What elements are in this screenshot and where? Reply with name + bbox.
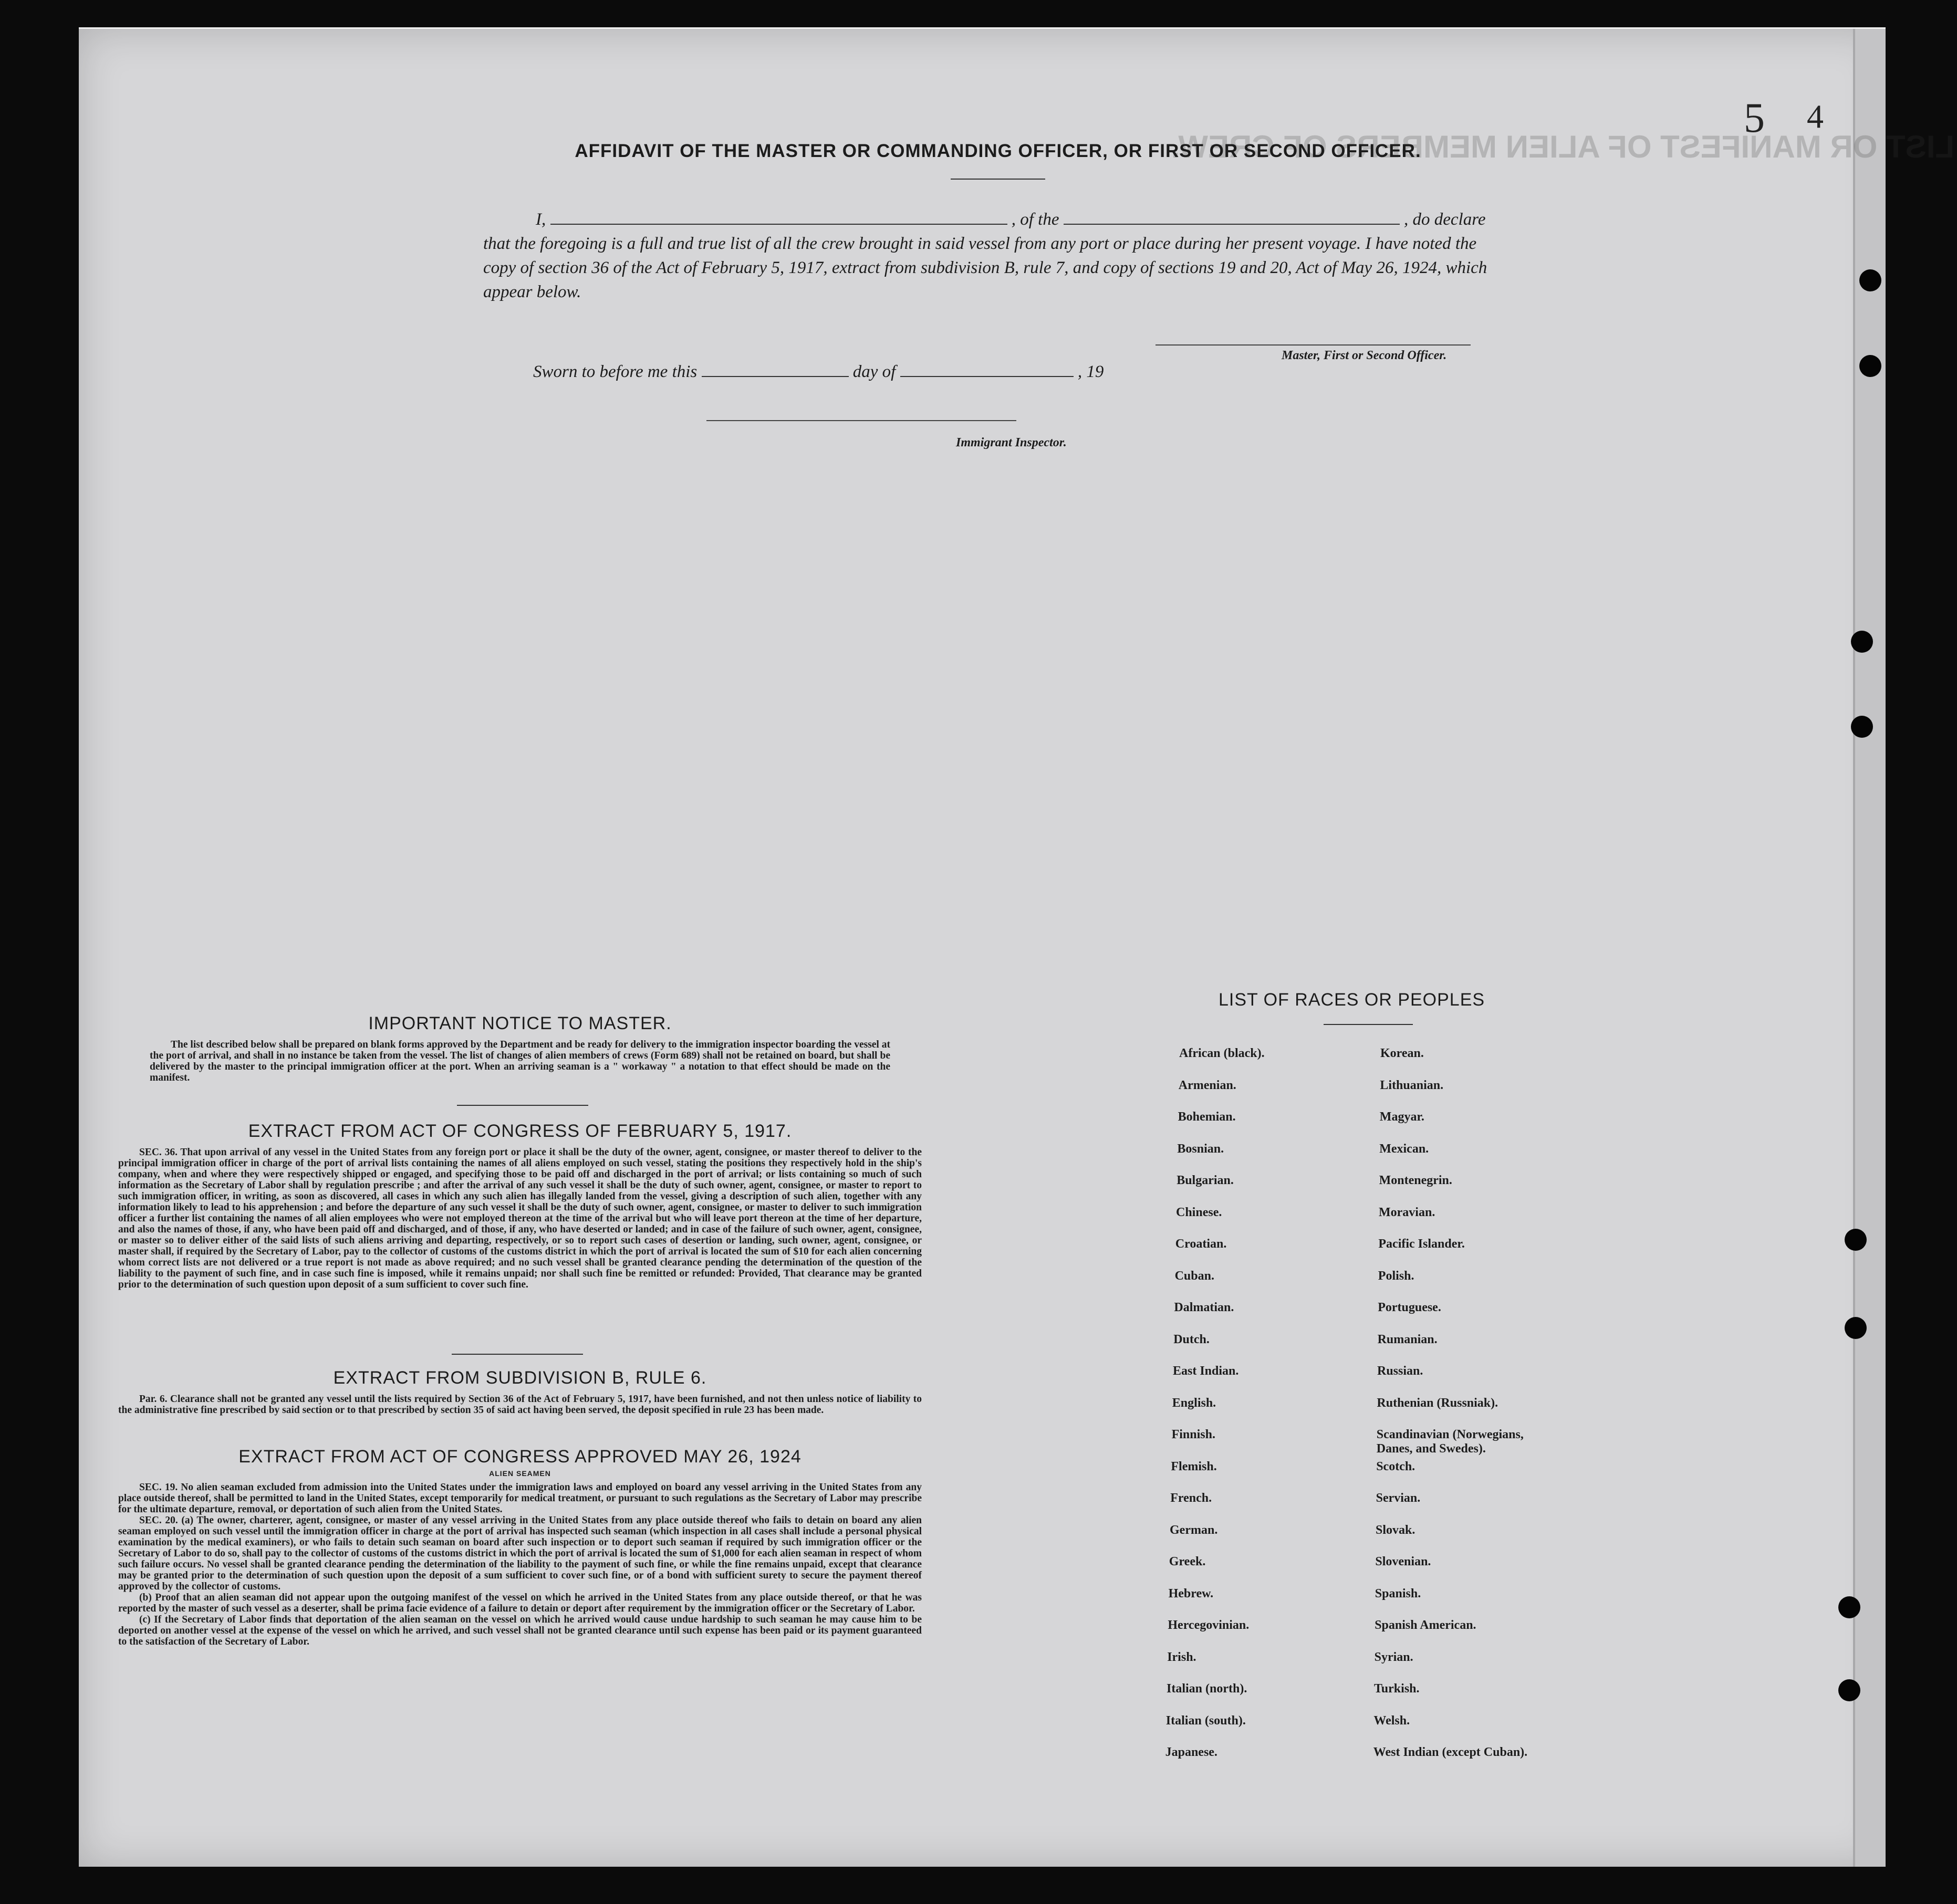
affidavit-title: AFFIDAVIT OF THE MASTER OR COMMANDING OFFICER, OR FIRST OR SECOND OFFICER.	[575, 141, 1421, 161]
sworn-month-field[interactable]	[900, 361, 1074, 377]
extract-1924-section	[118, 1447, 922, 1647]
extract-1917-title: EXTRACT FROM ACT OF CONGRESS OF FEBRUARY 5, 1917.	[248, 1121, 792, 1141]
extract-rule6-section	[118, 1368, 922, 1416]
affidavit-text: that the foregoing is a full and true list of all the crew brought in said vessel from any port or place during her present voyage. I have noted the copy of section 36 of the Act of February 5, 1917, extract from subdivision B, rule 7, and copy of sections 19 and 20, Act of May 26, 1924, which appear below.	[483, 234, 1487, 301]
declaration-line: I, , of the , do declare	[536, 210, 1486, 229]
master-signature-label: Master, First or Second Officer.	[1282, 349, 1447, 362]
race-item: Italian (north).	[1167, 1682, 1247, 1696]
page-number: 4	[1807, 98, 1824, 135]
notice-section	[118, 1013, 922, 1083]
race-item: African (black).	[1179, 1047, 1265, 1060]
punch-hole	[1845, 1317, 1867, 1339]
race-item: Syrian.	[1374, 1650, 1413, 1664]
section-20c-text: (c) If the Secretary of Labor finds that deportation of the alien seaman on the vessel on which he arrived would cause undue hardship to such seaman he may cause him to be deported on another vessel at the expense of the vessel on which he arrived, and such vessel shall not be granted clearance until such expense has been paid or its payment guaranteed to the satisfaction of the Secretary of Labor.	[118, 1614, 922, 1647]
race-item: Scandinavian (Norwegians, Danes, and Swedes).	[1376, 1428, 1524, 1456]
divider	[951, 179, 1045, 180]
race-item: Italian (south).	[1165, 1713, 1246, 1728]
race-item: Turkish.	[1374, 1682, 1420, 1696]
divider	[457, 1105, 588, 1106]
race-item: Russian.	[1377, 1364, 1423, 1378]
page-edge	[1853, 29, 1886, 1867]
race-item: Cuban.	[1174, 1269, 1214, 1283]
bleed-through-header: LIST OR MANIFEST OF ALIEN MEMBERS OF CREW.	[1171, 129, 1955, 164]
race-item: East Indian.	[1173, 1364, 1239, 1378]
extract-1924-subtitle: ALIEN SEAMEN	[489, 1469, 551, 1478]
race-item: German.	[1170, 1523, 1218, 1537]
punch-hole	[1851, 716, 1873, 738]
punch-hole	[1838, 1596, 1860, 1618]
race-item: Dutch.	[1173, 1332, 1210, 1346]
page-number: 5	[1744, 95, 1765, 141]
races-title: LIST OF RACES OR PEOPLES	[1219, 990, 1485, 1010]
race-item: Slovenian.	[1375, 1555, 1431, 1568]
race-item: Ruthenian (Russniak).	[1377, 1396, 1498, 1410]
master-name-field[interactable]	[550, 209, 1007, 225]
section-20a-text: SEC. 20. (a) The owner, charterer, agent, consignee, or master of any vessel arriving in the United States from any place outside thereof who fails to detain on board any alien seaman employed on such vessel until the immigration officer in charge at the port of arrival has inspected such seaman (which inspection in all cases shall include a personal physical examination by the medical examiners), or who fails to detain such seaman on board after such inspection or to deport such seaman if required by such immigration officer or the Secretary of Labor to do so, shall pay to the collector of customs of the customs district in which the port of arrival is located the sum of $1,000 for each alien seaman in respect of whom such failure occurs. No vessel shall be granted clearance pending the determination of the liability to the payment of such fine, or while the fine remains unpaid, except that clearance may be granted prior to the determination of such question upon the deposit of a sum sufficient to cover such fine, or of a bond with sufficient surety to secure the payment thereof approved by the collector of customs.	[118, 1515, 922, 1592]
sworn-day-field[interactable]	[702, 361, 849, 377]
race-item: Korean.	[1380, 1047, 1424, 1060]
punch-hole	[1838, 1679, 1860, 1701]
inspector-signature-line[interactable]	[706, 420, 1016, 421]
sworn-line: Sworn to before me this day of , 19	[533, 362, 1104, 381]
punch-hole	[1859, 355, 1881, 377]
race-item: Croatian.	[1175, 1237, 1227, 1251]
race-item: Irish.	[1167, 1650, 1196, 1664]
race-item: Hercegovinian.	[1168, 1618, 1250, 1632]
master-signature-line[interactable]	[1156, 344, 1471, 346]
inspector-signature-label: Immigrant Inspector.	[956, 436, 1067, 449]
race-item: Spanish.	[1375, 1586, 1421, 1600]
race-item: West Indian (except Cuban).	[1373, 1745, 1528, 1759]
race-item: Montenegrin.	[1379, 1174, 1452, 1187]
notice-title: IMPORTANT NOTICE TO MASTER.	[368, 1013, 672, 1033]
race-item: Polish.	[1378, 1269, 1414, 1283]
race-item: English.	[1172, 1396, 1216, 1410]
section-20b-text: (b) Proof that an alien seaman did not appear upon the outgoing manifest of the vessel on which he arrived in the United States from any place outside thereof, or that he was reported by the master of such vessel as a deserter, shall be prima facie evidence of a failure to detain or deport after requirement by the immigration officer or the Secretary of Labor.	[118, 1592, 922, 1614]
race-item: Slovak.	[1376, 1523, 1415, 1537]
race-item: French.	[1170, 1491, 1212, 1505]
race-item: Portuguese.	[1378, 1301, 1441, 1314]
race-item: Chinese.	[1176, 1205, 1222, 1219]
race-item: Bulgarian.	[1177, 1174, 1234, 1187]
race-item: Japanese.	[1165, 1745, 1217, 1759]
race-item: Greek.	[1169, 1555, 1206, 1568]
race-item: Magyar.	[1379, 1110, 1424, 1124]
notice-text: The list described below shall be prepared on blank forms approved by the Department and be ready for delivery to the immigration inspector boarding the vessel at the port of arrival, and shall in no instance be taken from the vessel. The list of changes of alien members of crews (Form 689) shall not be retained on board, but shall be delivered by the master to the principal immigration officer at the port. When an arriving seaman is a " workaway " a notation to that effect should be made on the manifest.	[150, 1039, 890, 1083]
race-item: Mexican.	[1379, 1142, 1429, 1156]
race-item: Bosnian.	[1177, 1142, 1224, 1156]
divider	[452, 1354, 583, 1355]
race-item: Armenian.	[1178, 1078, 1236, 1092]
vessel-name-field[interactable]	[1064, 209, 1400, 225]
race-item: Finnish.	[1171, 1428, 1215, 1441]
affidavit-body	[483, 207, 1523, 304]
punch-hole	[1845, 1229, 1867, 1251]
extract-rule6-text: Par. 6. Clearance shall not be granted any vessel until the lists required by Section 36 of the Act of February 5, 1917, have been furnished, and not then unless notice of liability to the administrative fine prescribed by said section or to that prescribed by section 35 of said act having been served, the deposit specified in rule 23 has been made.	[118, 1394, 922, 1416]
race-item: Dalmatian.	[1174, 1301, 1234, 1314]
divider	[1324, 1024, 1413, 1025]
race-item: Moravian.	[1379, 1205, 1435, 1219]
race-item: Welsh.	[1373, 1713, 1410, 1728]
extract-1924-title: EXTRACT FROM ACT OF CONGRESS APPROVED MAY 26, 1924	[238, 1447, 801, 1467]
punch-hole	[1851, 631, 1873, 653]
race-item: Flemish.	[1171, 1459, 1217, 1473]
race-item: Rumanian.	[1377, 1332, 1438, 1346]
race-item: Pacific Islander.	[1378, 1237, 1465, 1251]
race-item: Scotch.	[1376, 1459, 1415, 1473]
race-item: Hebrew.	[1168, 1586, 1214, 1600]
race-item: Bohemian.	[1178, 1110, 1236, 1124]
race-item: Servian.	[1376, 1491, 1421, 1505]
race-item: Lithuanian.	[1380, 1078, 1444, 1092]
extract-1917-section	[118, 1121, 922, 1290]
section-19-text: SEC. 19. No alien seaman excluded from admission into the United States under the immigration laws and employed on board any vessel arriving in the United States from any place outside thereof, shall be permitted to land in the United States, except temporarily for medical treatment, or pursuant to such regulations as the Secretary of Labor may prescribe for the ultimate departure, removal, or deportation of such alien from the United States.	[118, 1482, 922, 1515]
extract-rule6-title: EXTRACT FROM SUBDIVISION B, RULE 6.	[333, 1368, 707, 1388]
punch-hole	[1859, 269, 1881, 291]
race-item: Spanish American.	[1375, 1618, 1476, 1632]
extract-1917-text: SEC. 36. That upon arrival of any vessel in the United States from any foreign port or place it shall be the duty of the owner, agent, consignee, or master thereof to deliver to the principal immigration officer in charge of the port of arrival lists containing the names of all aliens employed on such vessel, stating the positions they respectively hold in the ship's company, when and where they were respectively shipped or engaged, and specifying those to be paid off and discharged in the port of arrival; or lists containing so much of such information as the Secretary of Labor shall by regulation prescribe ; and after the arrival of any such vessel it shall be the duty of such owner, agent, consignee, or master to report to such immigration officer, in writing, as soon as discovered, all cases in which any such alien has illegally landed from the vessel, giving a description of such alien, together with any information likely to lead to his apprehension ; and before the departure of any such vessel it shall be the duty of such owner, agent, consignee, or master to deliver to such immigration officer a further list containing the names of all alien employees who were not employed thereon at the time of the arrival but who will leave port thereon at the time of her departure, and also the names of those, if any, who have been paid off and discharged, and of those, if any, who have deserted or landed; and in case of the failure of such owner, agent, consignee, or master so to deliver either of the said lists of such aliens arriving and departing, respectively, or so to report such cases of desertion or landing, such owner, agent, consignee, or master shall, if required by the Secretary of Labor, pay to the collector of customs of the customs district in which the port of arrival is located the sum of $10 for each alien concerning whom correct lists are not delivered or a true report is not made as above required; and no such vessel shall be granted clearance pending the determination of the question of the liability to the payment of such fine, and in case such fine is imposed, while it remains unpaid; nor shall such fine be remitted or refunded: Provided, That clearance may be granted prior to the determination of such question upon deposit of a sum sufficient to cover such fine.	[118, 1147, 922, 1290]
